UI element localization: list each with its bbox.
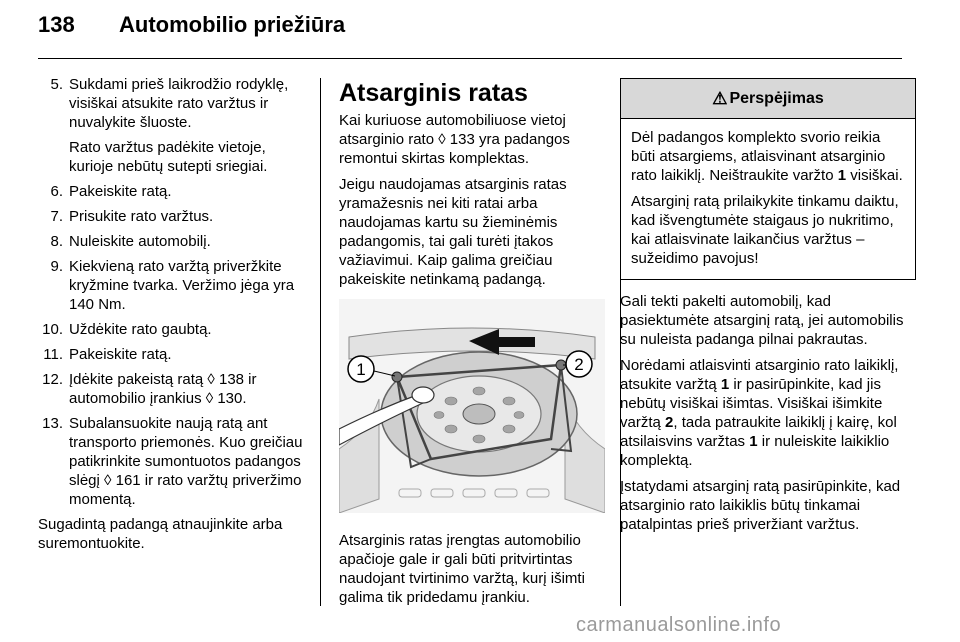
page-title: Automobilio priežiūra — [119, 12, 346, 37]
header-rule — [38, 58, 902, 59]
step-number: 7. — [50, 208, 63, 225]
text-run: , tada patraukite laikiklį į kairę, kol atsilaisvins varžtas — [620, 414, 897, 450]
column-divider-1 — [320, 78, 321, 606]
column-left — [38, 75, 304, 560]
step-text: Pakeiskite ratą. — [69, 183, 172, 200]
step-number: 6. — [50, 183, 63, 200]
watermark: carmanualsonline.info — [576, 614, 782, 636]
text-run: Dėl padangos komplekto svorio reikia būti atsargiems, atlaisvinant atsarginio rato laikiklį. Neištraukite varžto — [631, 129, 886, 184]
warning-header — [621, 79, 915, 119]
step-text: Įdėkite pakeistą ratą ◊ 138 ir automobilio įrankius ◊ 130. — [69, 371, 257, 407]
step-text: Kiekvieną rato varžtą priveržkite kryžmine tvarka. Veržimo jėga yra 140 Nm. — [69, 258, 295, 313]
page-number: 138 — [38, 12, 75, 37]
step-item — [38, 414, 304, 509]
column-middle — [339, 78, 605, 614]
step-text: Nuleiskite automobilį. — [69, 233, 211, 250]
step-item — [38, 320, 304, 339]
step-text: Subalansuokite naują ratą ant transporto priemonės. Kuo greičiau patikrinkite sumontuotos padangos slėgį ◊ 161 ir rato varžtų priveržimo momentą. — [69, 415, 303, 508]
step-item — [38, 75, 304, 176]
step-number: 12. — [42, 371, 63, 388]
paragraph: Jeigu naudojamas atsarginis ratas yramažesnis nei kiti ratai arba naudojamas kartu su žieminėmis padangomis, tai gali turėti įtakos važiavimui. Kaip galima greičiau pakeiskite netinkamą padangą. — [339, 176, 567, 288]
callout-2-label: 2 — [574, 355, 584, 374]
ref-number: 1 — [837, 167, 847, 184]
step-number: 13. — [42, 415, 63, 432]
text-run: ir nuleiskite laikiklio komplektą. — [620, 433, 890, 469]
column-right — [620, 78, 916, 541]
warning-icon: ⚠ — [712, 89, 728, 108]
text-run: visiškai. — [846, 167, 903, 184]
step-text: Uždėkite rato gaubtą. — [69, 321, 212, 338]
warning-paragraph: Atsarginį ratą prilaikykite tinkamu daiktu, kad išvengtumėte staigaus jo nukritimo, kai atlaisvinate laikančius varžtus – sužeidimo pavojus! — [631, 193, 899, 267]
step-number: 9. — [50, 258, 63, 275]
step-number: 11. — [43, 346, 63, 363]
figure-caption: Atsarginis ratas įrengtas automobilio apačioje gale ir gali būti pritvirtintas naudojant tvirtinimo varžtą, kurį išimti galima tik pridedamu įrankiu. — [339, 532, 585, 606]
paragraph: Įstatydami atsarginį ratą pasirūpinkite, kad atsarginio rato laikiklis būtų tinkamai patalpintas prieš priveržiant varžtus. — [620, 478, 901, 533]
step-text: Rato varžtus padėkite vietoje, kurioje nebūtų sutepti sriegiai. — [69, 139, 268, 175]
step-number: 8. — [50, 233, 63, 250]
text-run: ir pasirūpinkite, kad jis nebūtų visiškai išimtas. Visiškai išimkite varžtą — [620, 376, 883, 431]
warning-title: Perspėjimas — [729, 90, 824, 107]
step-item — [38, 345, 304, 364]
callout-1-label: 1 — [356, 360, 366, 379]
step-item — [38, 232, 304, 251]
text-run: Norėdami atlaisvinti atsarginio rato laikiklį, atsukite varžtą — [620, 357, 899, 393]
warning-box — [620, 78, 916, 280]
step-text: Prisukite rato varžtus. — [69, 208, 214, 225]
step-number: 5. — [50, 76, 63, 93]
step-item — [38, 257, 304, 314]
spare-wheel-illustration — [339, 299, 605, 513]
paragraph: Gali tekti pakelti automobilį, kad pasiektumėte atsarginį ratą, jei automobilis su nuleista padanga pilnai pakrautas. — [620, 293, 904, 348]
spare-wheel-drawing — [339, 299, 605, 513]
warning-body — [621, 119, 915, 279]
ref-number: 2 — [665, 414, 674, 431]
ref-number: 1 — [720, 376, 730, 393]
step-item — [38, 370, 304, 408]
step-item — [38, 207, 304, 226]
step-text: Sukdami prieš laikrodžio rodyklę, visiškai atsukite rato varžtus ir nuvalykite šluoste. — [69, 76, 289, 131]
section-heading: Atsarginis ratas — [339, 79, 528, 107]
step-number: 10. — [42, 321, 63, 338]
warning-paragraph — [631, 128, 905, 185]
paragraph: Kai kuriuose automobiliuose vietoj atsarginio rato ◊ 133 yra padangos remontui skirtas komplektas. — [339, 112, 570, 167]
step-text: Pakeiskite ratą. — [69, 346, 172, 363]
closing-paragraph: Sugadintą padangą atnaujinkite arba suremontuokite. — [38, 516, 283, 552]
step-item — [38, 182, 304, 201]
paragraph — [620, 356, 916, 470]
ref-number: 1 — [749, 433, 758, 450]
